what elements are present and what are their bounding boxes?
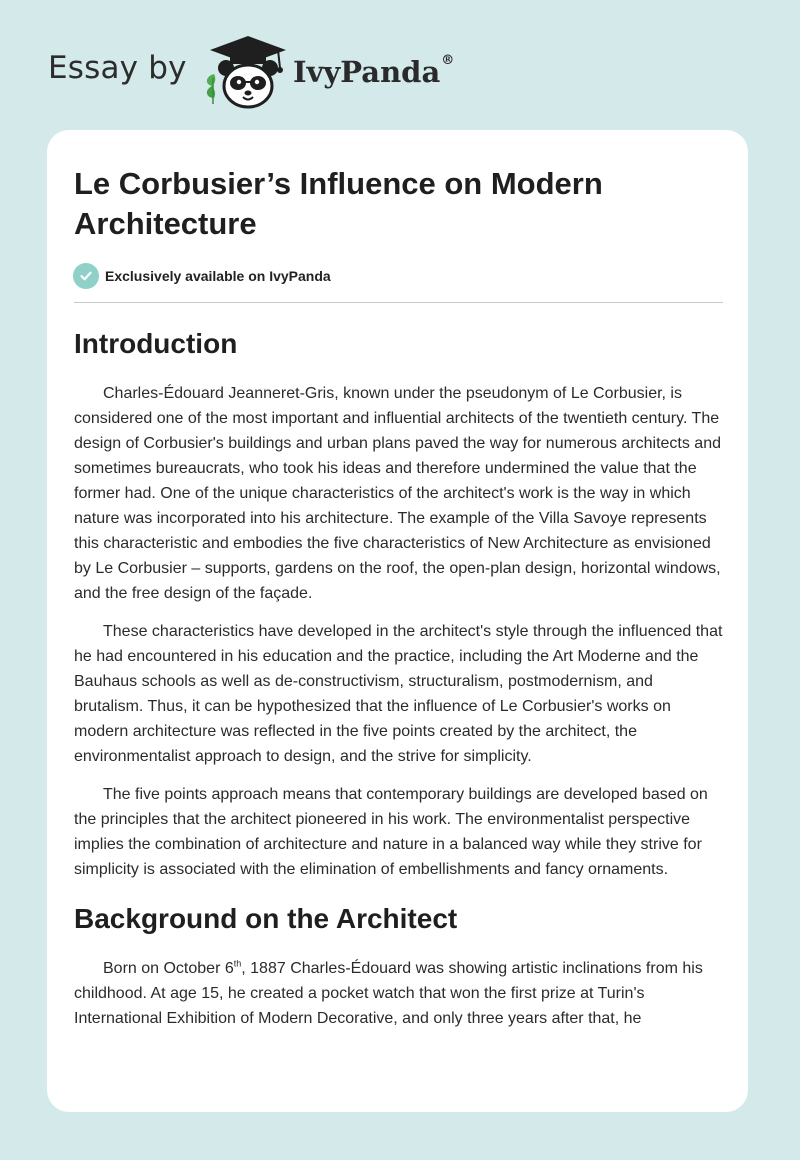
paragraph bbox=[74, 956, 726, 1031]
section-heading-introduction: Introduction bbox=[74, 328, 238, 359]
paragraph-start: Born on October 6 bbox=[103, 960, 234, 977]
panda-graduate-icon[interactable] bbox=[200, 34, 288, 110]
essay-card bbox=[47, 130, 748, 1112]
essay-title: Le Corbusier’s Influence on Modern Architecture bbox=[74, 166, 603, 241]
paragraph: These characteristics have developed in the architect's style through the influenced that he had encountered in his education and the practice, including the Art Moderne and the Bauhaus schools as well as de-constructivism, structuralism, postmodernism, and brutalism. Thus, it can be hypothesized that the influence of Le Corbusier's works on modern architecture was reflected in the five points created by the architect, the environmentalist approach to design, and the strive for simplicity. bbox=[74, 623, 723, 765]
paragraph-rest: , 1887 Charles-Édouard was showing artistic inclinations from his childhood. At age 15, he created a pocket watch that won the first prize at Turin's International Exhibition of Modern Decorative, and only three years after that, he bbox=[74, 960, 703, 1027]
check-icon bbox=[73, 263, 99, 289]
paragraph: The five points approach means that contemporary buildings are developed based on the principles that the architect pioneered in his work. The environmentalist perspective implies the combination of architecture and nature in a balanced way while they strive for simplicity is associated with the elimination of embellishments and fancy ornaments. bbox=[74, 786, 708, 878]
badge-label: Exclusively available on IvyPanda bbox=[105, 268, 331, 284]
brand-logo-text[interactable] bbox=[293, 55, 454, 89]
brand-name: IvyPanda bbox=[293, 55, 441, 89]
exclusive-badge bbox=[73, 263, 331, 289]
site-header bbox=[0, 0, 800, 130]
ivy-leaf-icon bbox=[207, 74, 215, 104]
divider bbox=[74, 302, 723, 303]
section-heading-background: Background on the Architect bbox=[74, 903, 458, 934]
essay-body bbox=[74, 325, 726, 1044]
essay-by-label: Essay by bbox=[48, 50, 187, 86]
registered-mark: ® bbox=[441, 53, 455, 68]
paragraph: Charles-Édouard Jeanneret-Gris, known under the pseudonym of Le Corbusier, is considered one of the most important and influential architects of the twentieth century. The design of Corbusier's buildings and urban plans paved the way for numerous architects and sometimes bureaucrats, who took his ideas and therefore undermined the value that the former had. One of the unique characteristics of the architect's work is the way in which nature was incorporated into his architecture. The example of the Villa Savoye represents this characteristic and embodies the five characteristics of New Architecture as envisioned by Le Corbusier – supports, gardens on the roof, the open-plan design, horizontal windows, and the free design of the façade. bbox=[74, 385, 721, 602]
ordinal-suffix: th bbox=[233, 958, 242, 969]
